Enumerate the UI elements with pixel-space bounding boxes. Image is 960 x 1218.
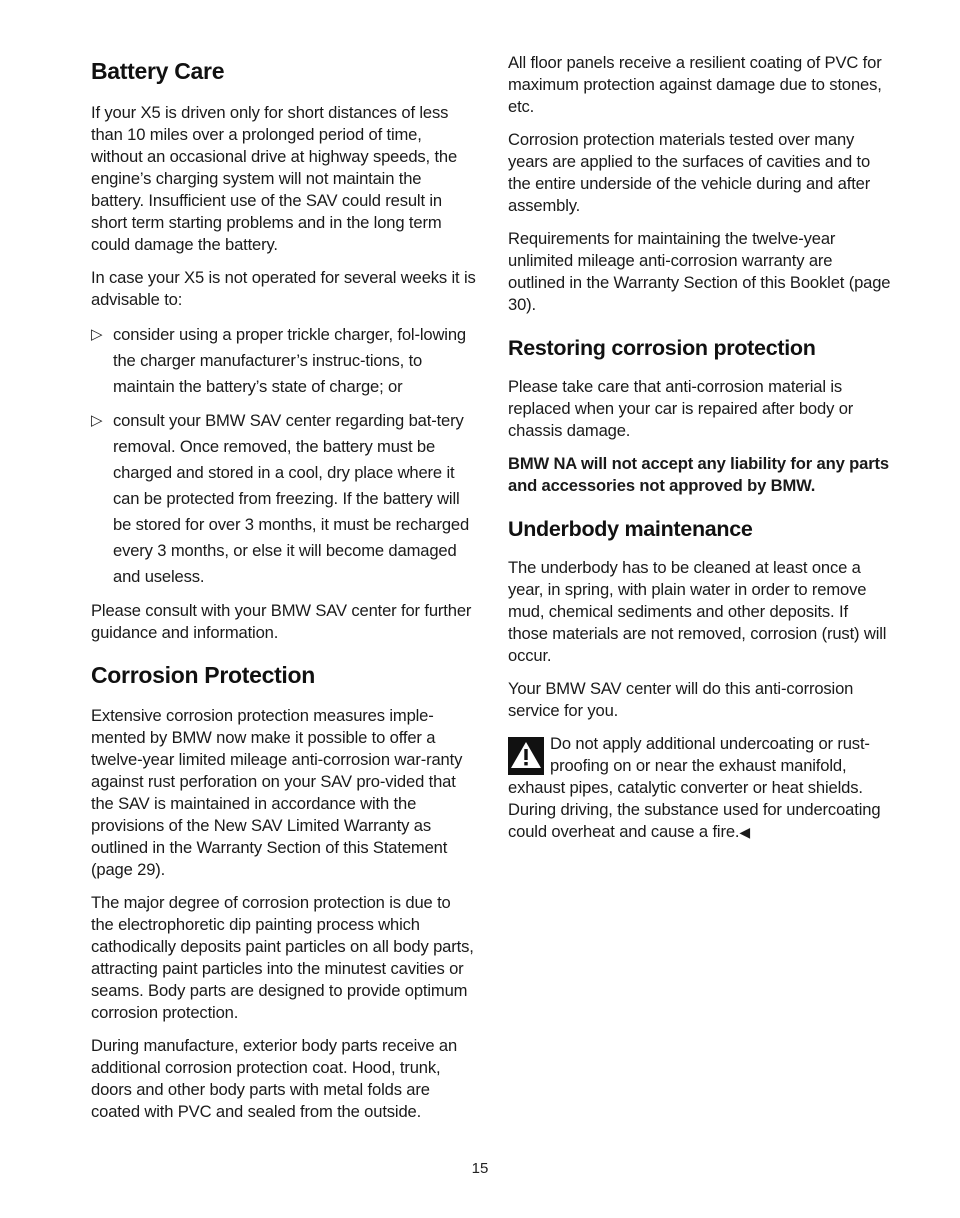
warning-note <box>508 733 892 843</box>
underbody-maintenance-heading: Underbody maintenance <box>508 516 753 541</box>
protection-materials-paragraph: Corrosion protection materials tested over many years are applied to the surfaces of cavities and to the entire underside of the vehicle during and after assembly. <box>508 130 871 215</box>
battery-care-heading: Battery Care <box>91 58 225 84</box>
list-item <box>91 408 477 590</box>
list-item-text: consult your BMW SAV center regarding bat-tery removal. Once removed, the battery must be charged and stored in a cool, dry place where it can be protected from freezing. If the battery will be stored for over 3 months, it must be recharged every 3 months, or else it will become damaged and useless. <box>113 410 470 586</box>
end-mark-icon: ◀ <box>739 823 750 840</box>
floor-panels-paragraph: All floor panels receive a resilient coating of PVC for maximum protection against damage due to stones, etc. <box>508 53 882 116</box>
restoring-corrosion-heading: Restoring corrosion protection <box>508 336 816 360</box>
warning-triangle-icon <box>508 737 544 775</box>
warranty-requirements-paragraph: Requirements for maintaining the twelve-year unlimited mileage anti-corrosion warranty are outlined in the Warranty Section of this Booklet (page 30). <box>508 229 891 314</box>
corrosion-paragraph-2: The major degree of corrosion protection is due to the electrophoretic dip painting process which cathodically deposits paint particles on all body parts, attracting paint particles into the minutest cavities or seams. Body parts are designed to provide optimum corrosion protection. <box>91 893 474 1023</box>
triangle-bullet-icon: ▷ <box>91 325 103 343</box>
battery-paragraph-2: In case your X5 is not operated for several weeks it is advisable to: <box>91 267 476 309</box>
corrosion-paragraph-1: Extensive corrosion protection measures imple-mented by BMW now make it possible to offer a twelve-year limited mileage anti-corrosion war-ranty against rust perforation on your SAV pro-vided that the SAV is maintained in accordance with the provisions of the New SAV Limited Warranty as outlined in the Warranty Section of this Statement (page 29). <box>91 706 463 880</box>
corrosion-paragraph-3: During manufacture, exterior body parts receive an additional corrosion protection coat. Hood, trunk, doors and other body parts with metal folds are coated with PVC and sealed from the outside. <box>91 1036 458 1122</box>
battery-paragraph-3: Please consult with your BMW SAV center for further guidance and information. <box>91 600 472 642</box>
page-number: 15 <box>471 1160 489 1177</box>
underbody-paragraph-1: The underbody has to be cleaned at least once a year, in spring, with plain water in order to remove mud, chemical sediments and other deposits. If those materials are not removed, corrosion (rust) will occur. <box>508 557 887 665</box>
corrosion-protection-heading: Corrosion Protection <box>91 661 316 688</box>
warning-text: Do not apply additional undercoating or rust-proofing on or near the exhaust manifold, exhaust pipes, catalytic converter or heat shields. During driving, the substance used for undercoating could overheat and cause a fire. <box>508 733 881 841</box>
left-column <box>91 52 477 1134</box>
liability-notice: BMW NA will not accept any liability for any parts and accessories not approved by BMW. <box>508 453 889 495</box>
battery-advice-list <box>91 322 477 590</box>
restoring-paragraph: Please take care that anti-corrosion material is replaced when your car is repaired after body or chassis damage. <box>508 376 854 440</box>
list-item-text: consider using a proper trickle charger, fol-lowing the charger manufacturer’s instruc-tions, to maintain the battery’s state of charge; or <box>113 324 466 396</box>
list-item <box>91 322 477 400</box>
underbody-paragraph-2: Your BMW SAV center will do this anti-corrosion service for you. <box>508 678 854 720</box>
right-column <box>508 52 892 843</box>
triangle-bullet-icon: ▷ <box>91 411 103 429</box>
battery-paragraph-1: If your X5 is driven only for short distances of less than 10 miles over a prolonged period of time, without an occasional drive at highway speeds, the engine’s charging system will not maintain the battery. Insufficient use of the SAV could result in short term starting problems and in the long term could damage the battery. <box>91 102 458 254</box>
